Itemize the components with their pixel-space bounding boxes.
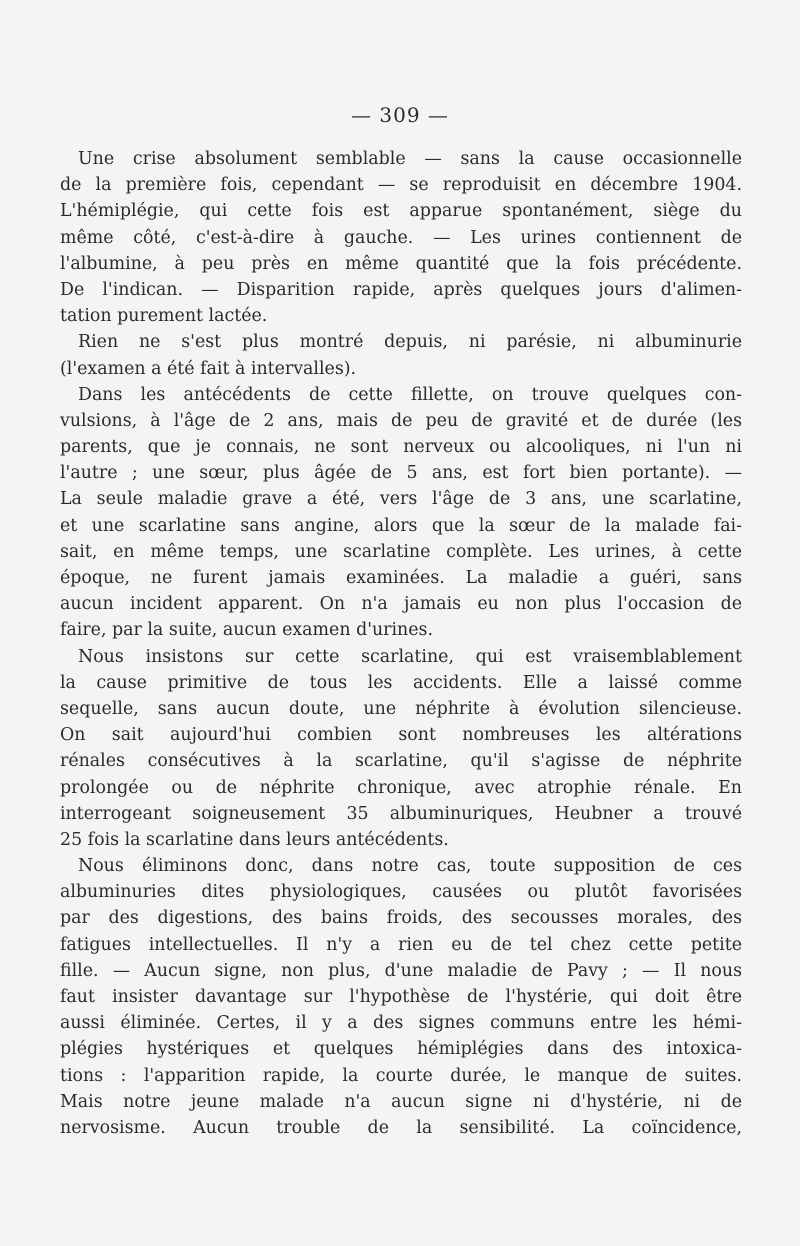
text-line: (l'examen a été fait à intervalles). [60,358,357,379]
text-line: la cause primitive de tous les accidents. Elle a laissé comme [60,672,742,693]
text-line: Nous éliminons donc, dans notre cas, toute supposition de ces [78,856,742,877]
body-text [60,146,742,1141]
text-line: par des digestions, des bains froids, des secousses morales, des [60,908,742,929]
text-line: 25 fois la scarlatine dans leurs antécédents. [60,829,449,850]
text-line: l'albumine, à peu près en même quantité que la fois précédente. [60,253,742,274]
text-line: plégies hystériques et quelques hémiplégies dans des intoxica- [60,1039,742,1060]
text-line: Mais notre jeune malade n'a aucun signe ni d'hystérie, ni de [60,1091,742,1112]
text-line: rénales consécutives à la scarlatine, qu'il s'agisse de néphrite [60,751,742,772]
text-line: Rien ne s'est plus montré depuis, ni parésie, ni albuminurie [78,332,742,353]
text-line: fille. — Aucun signe, non plus, d'une maladie de Pavy ; — Il nous [60,960,742,981]
text-line: vulsions, à l'âge de 2 ans, mais de peu de gravité et de durée (les [60,410,742,431]
text-line: Nous insistons sur cette scarlatine, qui est vraisemblablement [78,646,742,667]
text-line: sequelle, sans aucun doute, une néphrite à évolution silencieuse. [60,698,742,719]
text-line: aussi éliminée. Certes, il y a des signes communs entre les hémi- [60,1013,742,1034]
text-line: de la première fois, cependant — se reproduisit en décembre 1904. [60,175,742,196]
text-line: et une scarlatine sans angine, alors que la sœur de la malade fai- [60,515,742,536]
text-line: sait, en même temps, une scarlatine complète. Les urines, à cette [60,541,742,562]
text-line: même côté, c'est-à-dire à gauche. — Les urines contiennent de [60,227,742,248]
text-line: Dans les antécédents de cette fillette, on trouve quelques con- [78,384,742,405]
text-line: albuminuries dites physiologiques, causées ou plutôt favorisées [60,882,742,903]
text-line: tation purement lactée. [60,306,268,327]
text-line: L'hémiplégie, qui cette fois est apparue spontanément, siège du [60,201,742,222]
text-line: époque, ne furent jamais examinées. La maladie a guéri, sans [60,568,742,588]
text-line: De l'indican. — Disparition rapide, après quelques jours d'alimen- [60,279,742,300]
text-line: tions : l'apparition rapide, la courte durée, le manque de suites. [60,1065,742,1086]
text-line: parents, que je connais, ne sont nerveux ou alcooliques, ni l'un ni [60,437,742,458]
text-line: l'autre ; une sœur, plus âgée de 5 ans, est fort bien portante). — [60,463,742,484]
text-line: prolongée ou de néphrite chronique, avec atrophie rénale. En [60,777,742,798]
text-line: La seule maladie grave a été, vers l'âge de 3 ans, une scarlatine, [60,489,742,510]
text-line: Une crise absolument semblable — sans la cause occasionnelle [78,149,742,169]
text-line: faire, par la suite, aucun examen d'urines. [60,620,433,641]
text-line: nervosisme. Aucun trouble de la sensibilité. La coïncidence, [60,1117,742,1138]
page-number: — 309 — [351,103,449,127]
text-line: faut insister davantage sur l'hypothèse de l'hystérie, qui doit être [60,987,742,1007]
text-line: interrogeant soigneusement 35 albuminuriques, Heubner a trouvé [60,803,742,824]
text-line: On sait aujourd'hui combien sont nombreuses les altérations [60,725,742,746]
text-line: aucun incident apparent. On n'a jamais eu non plus l'occasion de [60,594,742,615]
text-line: fatigues intellectuelles. Il n'y a rien eu de tel chez cette petite [60,934,742,955]
